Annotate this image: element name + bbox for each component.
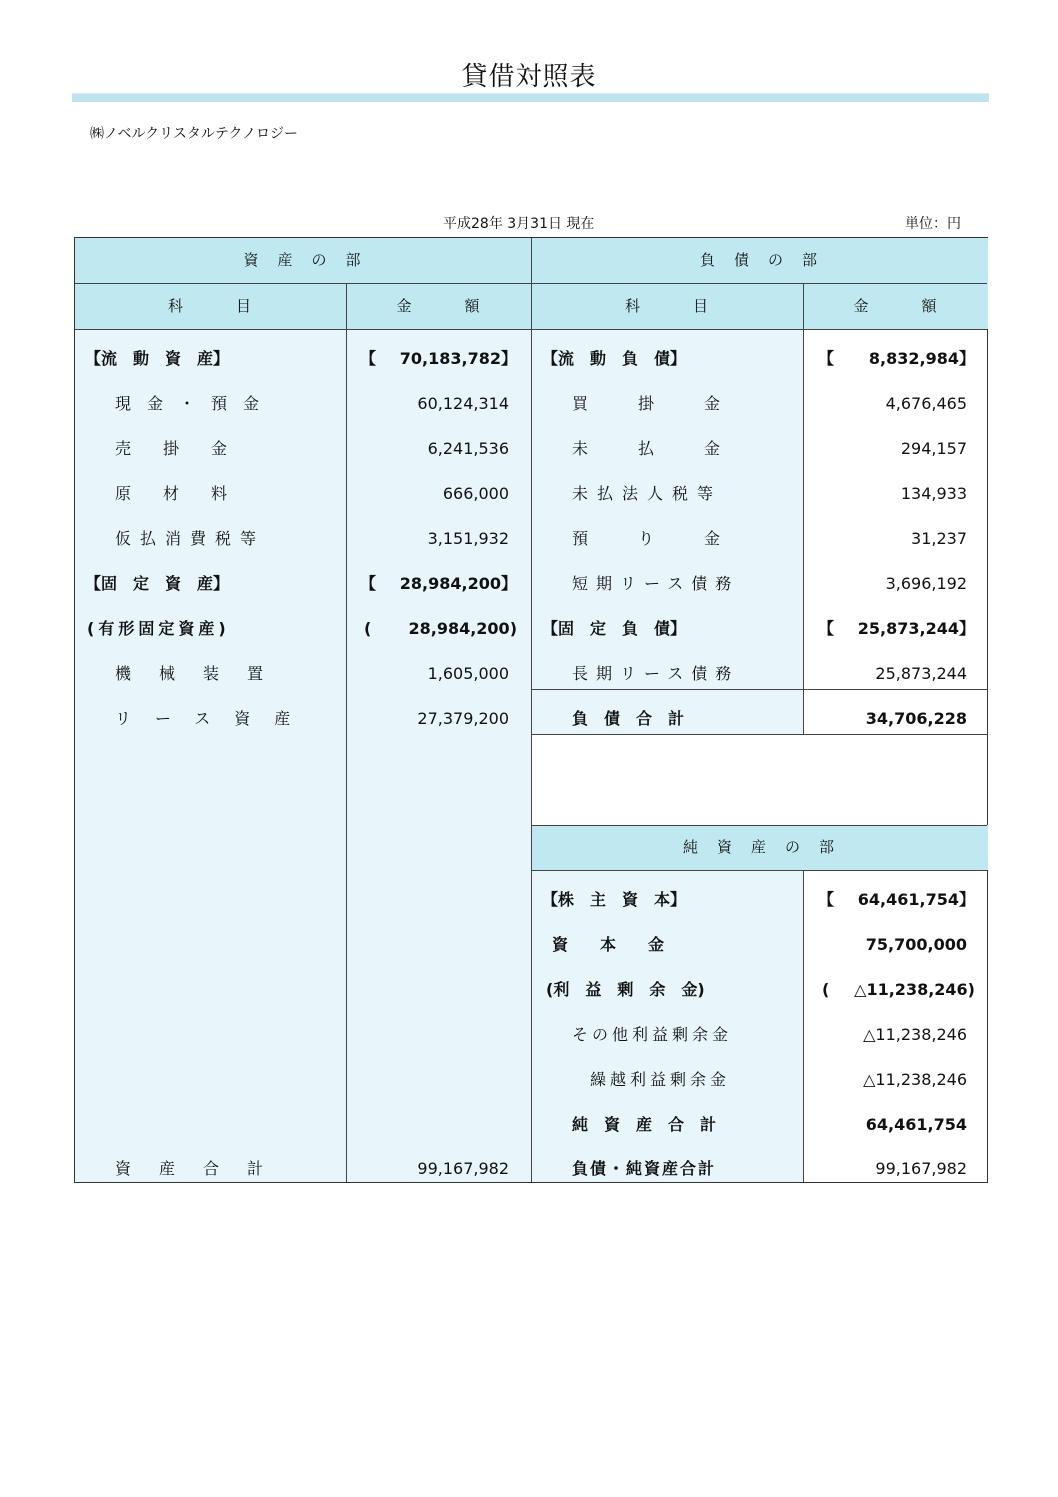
- list-item: 機 械 装 置 1,605,000: [115, 664, 509, 683]
- grand-total-row: 負債・純資産合計 99,167,982: [572, 1159, 967, 1178]
- liabilities-col-amount: 金 額: [853, 297, 939, 315]
- list-item: 未払法人税等 134,933: [572, 484, 967, 503]
- title-underline: [72, 93, 989, 102]
- list-item: 現 金 ・ 預 金 60,124,314: [115, 394, 509, 413]
- list-item: 【流 動 資 産】 【 70,183,782】: [85, 349, 517, 368]
- list-item: 買 掛 金 4,676,465: [572, 394, 967, 413]
- list-item: 預 り 金 31,237: [572, 529, 967, 548]
- list-item: 【固 定 負 債】 【 25,873,244】: [542, 619, 975, 638]
- rule-column-header: [75, 329, 987, 330]
- assets-total-row: 資 産 合 計 99,167,982: [115, 1159, 509, 1178]
- list-item: 原 材 料 666,000: [115, 484, 509, 503]
- list-item: その他利益剰余金 △11,238,246: [572, 1025, 967, 1044]
- list-item: リース資産 27,379,200: [115, 709, 509, 728]
- list-item: (利 益 剰 余 金) ( △11,238,246): [546, 980, 975, 999]
- net-assets-total-row: 純 資 産 合 計 64,461,754: [572, 1115, 967, 1134]
- list-item: 【固 定 資 産】 【 28,984,200】: [85, 574, 517, 593]
- liabilities-section-header: 負 債 の 部: [699, 251, 819, 269]
- net-assets-section-header: 純 資 産 の 部: [682, 838, 836, 856]
- unit-label: 単位：円: [905, 216, 961, 232]
- list-item: 【株 主 資 本】 【 64,461,754】: [542, 890, 975, 909]
- list-item: 資 本 金 75,700,000: [552, 935, 967, 954]
- liabilities-col-item: 科 目: [624, 297, 710, 315]
- list-item: 短期リース債務 3,696,192: [572, 574, 967, 593]
- company-name: ㈱ノベルクリスタルテクノロジー: [90, 126, 299, 142]
- list-item: (有形固定資産) ( 28,984,200): [87, 619, 517, 638]
- list-item: 長期リース債務 25,873,244: [572, 664, 967, 683]
- list-item: 未 払 金 294,157: [572, 439, 967, 458]
- list-item: 【流 動 負 債】 【 8,832,984】: [542, 349, 975, 368]
- rule-net-assets-header: [532, 870, 987, 871]
- assets-section-header: 資 産 の 部: [243, 251, 363, 269]
- list-item: 仮払消費税等 3,151,932: [115, 529, 509, 548]
- balance-sheet-table: [74, 237, 988, 1183]
- list-item: 売 掛 金 6,241,536: [115, 439, 509, 458]
- as-of-date: 平成28年 3月31日 現在: [443, 216, 595, 232]
- assets-col-item: 科 目: [167, 297, 253, 315]
- assets-col-amount: 金 額: [396, 297, 482, 315]
- list-item: 繰越利益剰余金 △11,238,246: [590, 1070, 967, 1089]
- liabilities-total-row: 負 債 合 計 34,706,228: [572, 709, 967, 728]
- document-title: 貸借対照表: [461, 62, 597, 92]
